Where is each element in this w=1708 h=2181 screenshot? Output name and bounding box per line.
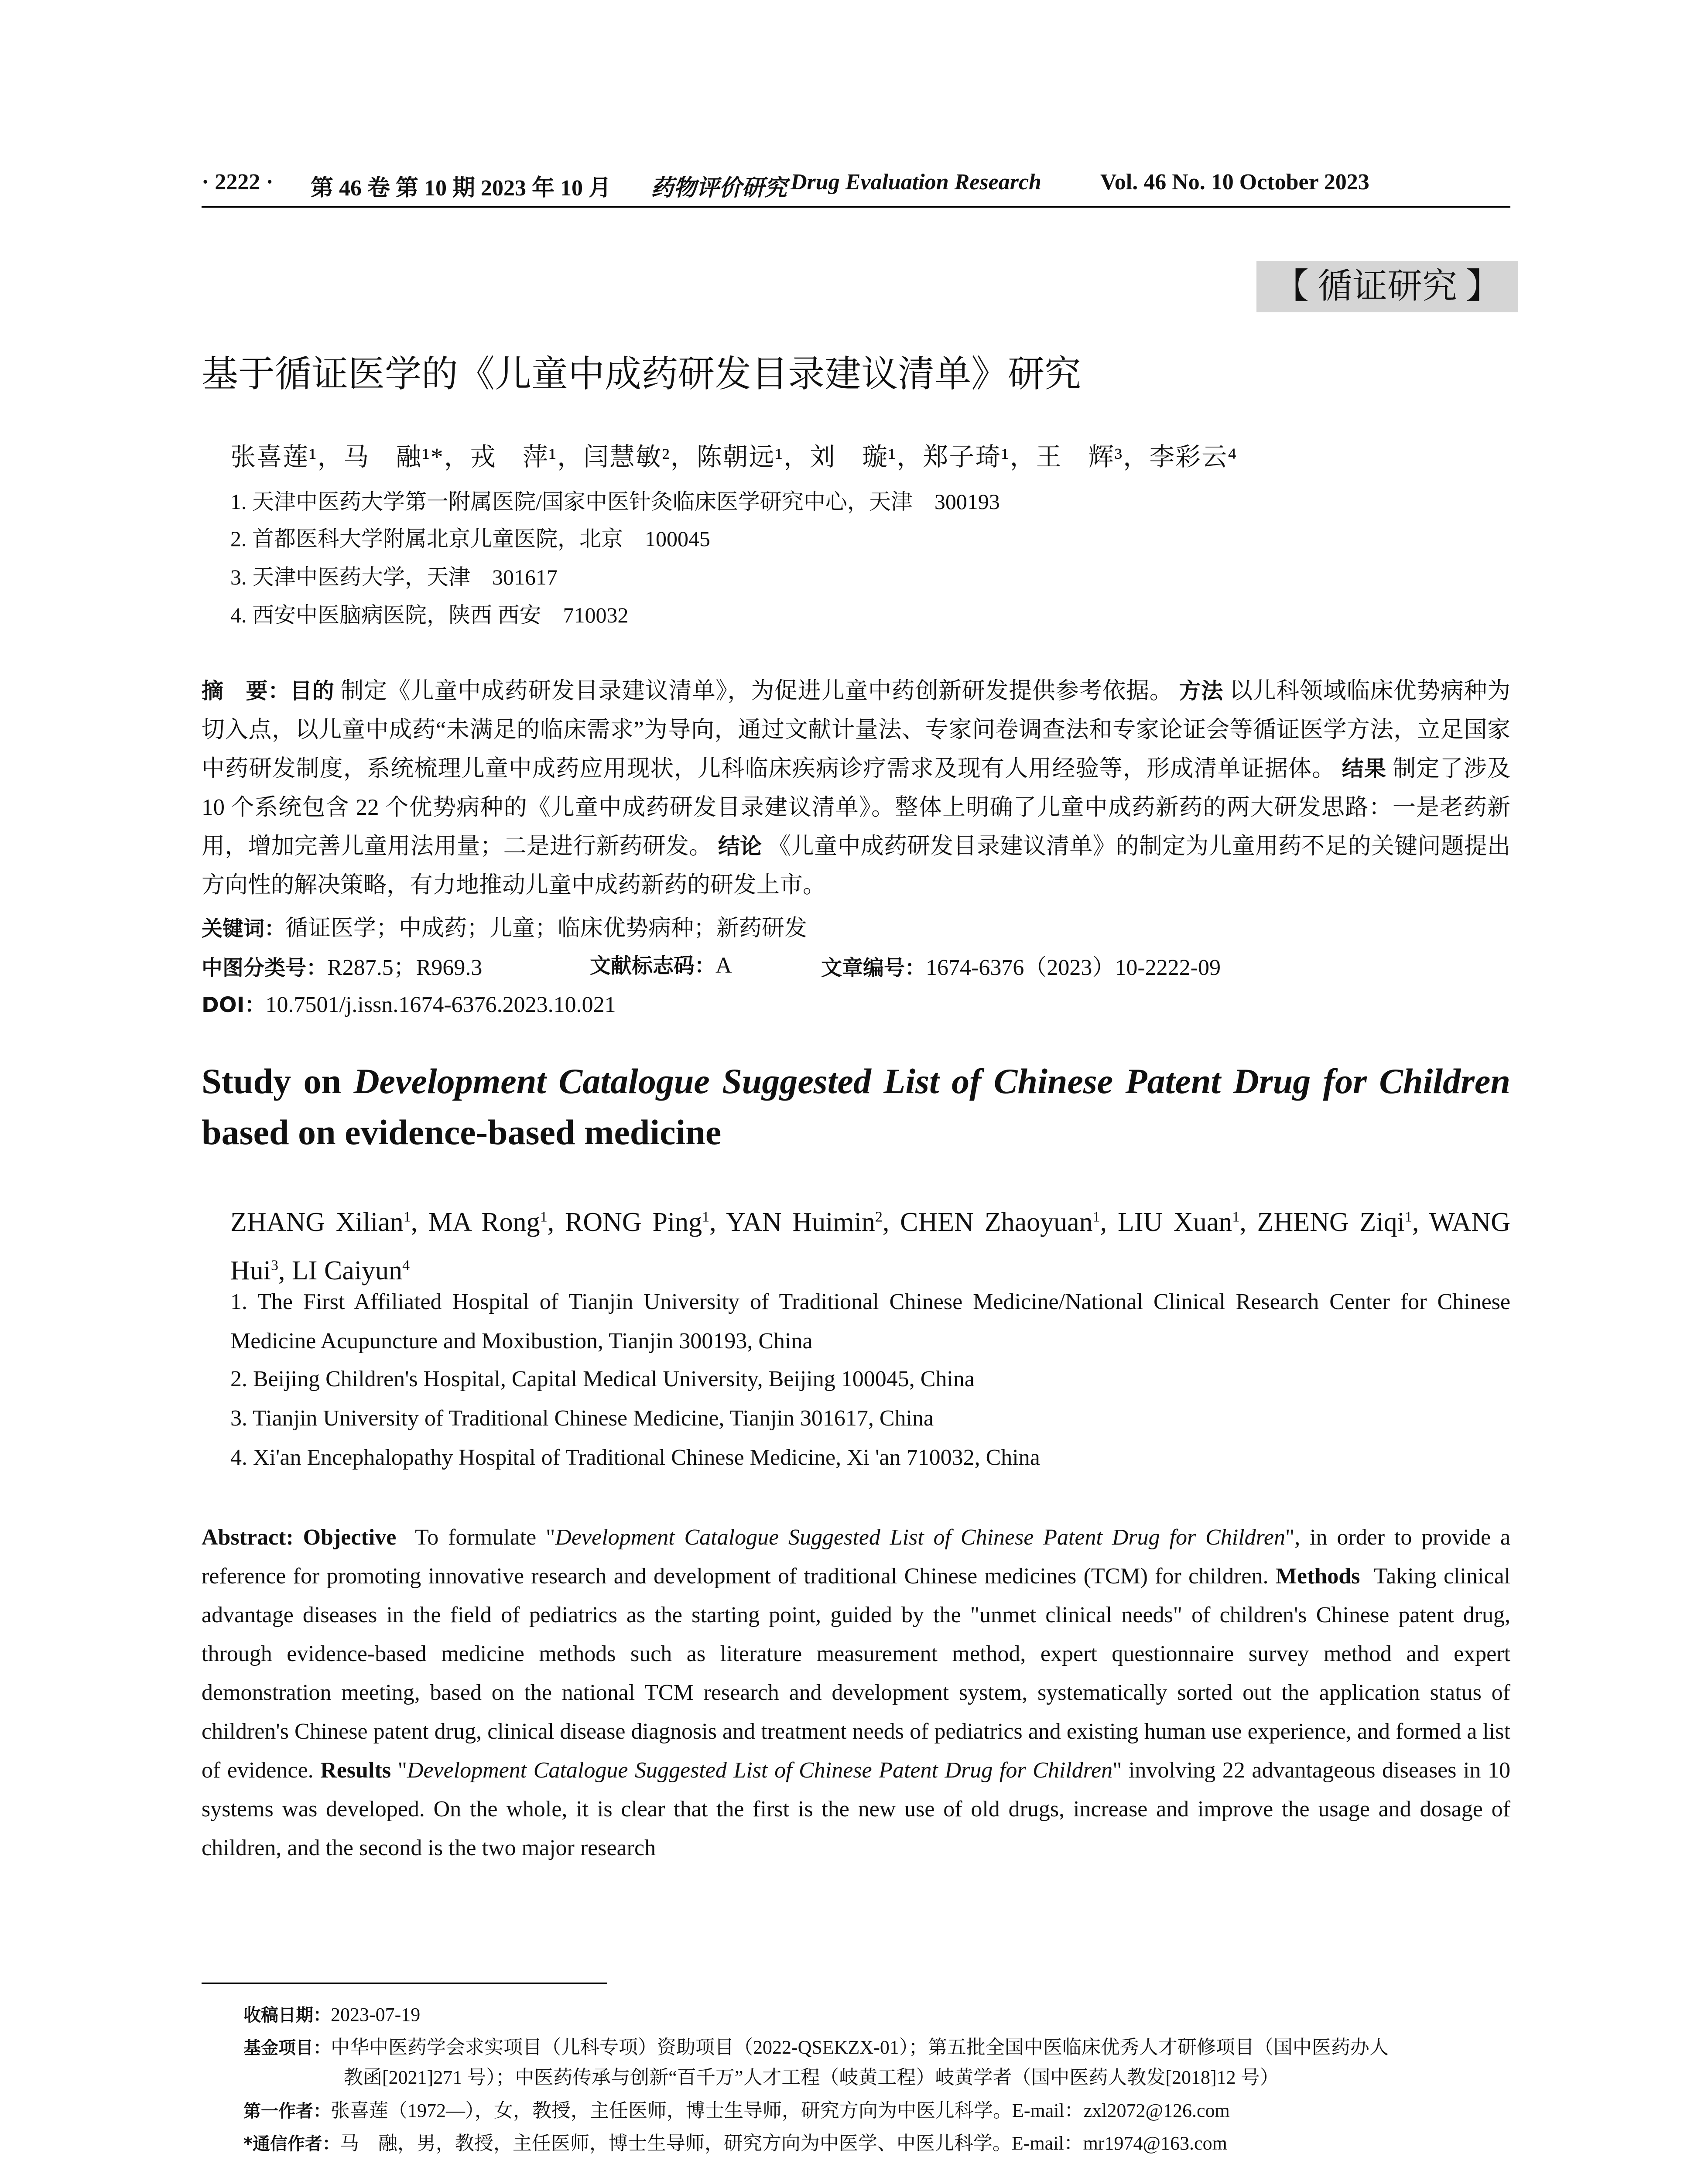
author-en: ZHANG Xilian$^1$	[230, 1207, 411, 1237]
author-en: ZHENG Ziqi$^1$	[1257, 1207, 1412, 1237]
author-en: CHEN Zhaoyuan$^1$	[900, 1207, 1100, 1237]
first-author-text: 张喜莲（1972—），女，教授，主任医师，博士生导师，研究方向为中医儿科学。E-mail：zxl2072@126.com	[331, 2100, 1230, 2121]
keywords-label: 关键词：	[202, 916, 286, 941]
results-cn: 制定了涉及 10 个系统包含 22 个优势病种的《儿童中成药研发目录建议清单》。整体上明确了儿童中成药新药的两大研发思路：一是老药新用，增加完善儿童用法用量；二是进行新药研发。	[202, 756, 1511, 859]
title-en-italic: Development Catalogue Suggested List of Chinese Patent Drug for Children	[353, 1061, 1510, 1101]
results-en-italic: Development Catalogue Suggested List of Chinese Patent Drug for Children	[407, 1758, 1113, 1783]
author-en: LIU Xuan$^1$	[1117, 1207, 1240, 1237]
objective-en-italic: Development Catalogue Suggested List of Chinese Patent Drug for Children	[555, 1525, 1285, 1550]
section-tag: 【 循证研究 】	[1256, 261, 1518, 312]
article-number-value: 1674-6376（2023）10-2222-09	[926, 955, 1221, 980]
author-en: RONG Ping$^1$	[565, 1207, 710, 1237]
authors-en: ZHANG Xilian$^1$, MA Rong$^1$, RONG Ping$^1$, YAN Huimin$^2$, CHEN Zhaoyuan$^1$, LIU Xuan$^1$, ZHENG Ziqi$^1$, WANG Hui$^3$, LI Caiyun$^4$	[230, 1207, 1510, 1286]
author-en: MA Rong$^1$	[428, 1207, 548, 1237]
results-label-cn: 结果	[1342, 756, 1387, 781]
affiliation-en: 1. The First Affiliated Hospital of Tianjin University of Traditional Chinese Medicine/National Clinical Research Center for Chinese Medicine Acupuncture and Moxibustion, Tianjin 300193, China	[230, 1289, 1510, 1354]
title-en-part: based on evidence-based medicine	[202, 1112, 722, 1152]
objective-cn: 制定《儿童中成药研发目录建议清单》，为促进儿童中药创新研发提供参考依据。	[340, 678, 1173, 704]
results-en: " involving 22 advantageous diseases in 10 systems was developed. On the whole, it is clear that the first is the new use of old drugs, increase and improve the usage and dosage of children, and the second is the two major research	[202, 1758, 1511, 1860]
methods-label-en: Methods	[1275, 1564, 1360, 1589]
affiliation-en: 3. Tianjin University of Traditional Chinese Medicine, Tianjin 301617, China	[230, 1406, 934, 1431]
objective-label-cn: 目的	[290, 678, 335, 704]
clc-value: R287.5；R969.3	[327, 955, 483, 980]
title-cn: 基于循证医学的《儿童中成药研发目录建议清单》研究	[202, 352, 1082, 395]
affiliation-cn: 2. 首都医科大学附属北京儿童医院，北京 100045	[230, 526, 710, 551]
received-label: 收稿日期：	[243, 2005, 331, 2025]
corresponding-label: *通信作者：	[243, 2134, 340, 2154]
keywords-cn	[202, 909, 807, 942]
objective-en: To formulate "	[415, 1525, 555, 1550]
header-rule	[202, 206, 1510, 208]
affiliation-cn: 4. 西安中医脑病医院，陕西 西安 710032	[230, 603, 629, 627]
conclusion-cn: 《儿童中成药研发目录建议清单》的制定为儿童用药不足的关键问题提出方向性的解决策略，有力地推动儿童中成药新药的研发上市。	[202, 834, 1511, 898]
conclusion-label-cn: 结论	[718, 834, 762, 859]
doi-label: DOI：	[202, 993, 266, 1017]
corresponding-text: 马 融，男，教授，主任医师，博士生导师，研究方向为中医学、中医儿科学。E-mail：mr1974@163.com	[339, 2133, 1227, 2154]
footnote-corresponding	[243, 2129, 1510, 2159]
fund-text: 教函[2021]271 号）；中医药传承与创新“百千万”人才工程（岐黄工程）岐黄学者（国中医药人教发[2018]12 号）	[344, 2067, 1279, 2088]
footnote-rule	[202, 1983, 607, 1984]
affiliation-en: 2. Beijing Children's Hospital, Capital Medical University, Beijing 100045, China	[230, 1367, 975, 1391]
abstract-label-en: Abstract:	[202, 1525, 303, 1550]
issue-cn: 第 46 卷 第 10 期 2023 年 10 月	[311, 176, 612, 201]
affiliation-cn: 1. 天津中医药大学第一附属医院/国家中医针灸临床医学研究中心，天津 300193	[230, 489, 1000, 514]
doi-link[interactable]: 10.7501/j.issn.1674-6376.2023.10.021	[265, 992, 616, 1017]
doi-line	[202, 988, 616, 1018]
results-en: "	[397, 1758, 407, 1783]
first-author-label: 第一作者：	[243, 2101, 331, 2121]
issue-en: Vol. 46 No. 10 October 2023	[1100, 170, 1369, 195]
fund-label: 基金项目：	[243, 2038, 331, 2058]
results-label-en: Results	[320, 1758, 391, 1783]
doccode-label: 文献标志码：	[590, 954, 716, 978]
author-en: YAN Huimin$^2$	[726, 1207, 883, 1237]
methods-label-cn: 方法	[1179, 678, 1223, 704]
footnote-received	[243, 2000, 1510, 2030]
footnote-fund	[243, 2033, 1510, 2092]
methods-cn: 以儿科领域临床优势病种为切入点，以儿童中成药“未满足的临床需求”为导向，通过文献计量法、专家问卷调查法和专家论证会等循证医学方法，立足国家中药研发制度，系统梳理儿童中成药应用现状，儿科临床疾病诊疗需求及现有人用经验等，形成清单证据体。	[202, 678, 1511, 781]
author-en: LI Caiyun$^4$	[292, 1256, 410, 1286]
authors-cn: 张喜莲¹，马 融¹*，戎 萍¹，闫慧敏²，陈朝远¹，刘 璇¹，郑子琦¹，王 辉³，李彩云⁴	[230, 443, 1238, 471]
affiliation-cn: 3. 天津中医药大学，天津 301617	[230, 565, 558, 589]
objective-en: ", in order to provide a reference for promoting innovative research and development of traditional Chinese medicines (TCM) for children.	[202, 1525, 1511, 1589]
objective-label-en: Objective	[303, 1525, 397, 1550]
received-date: 2023-07-19	[331, 2004, 421, 2025]
abstract-en	[202, 1518, 1510, 1867]
footnote-first-author	[243, 2096, 1510, 2126]
journal-name-cn: 药物评价研究	[651, 174, 787, 201]
title-en	[202, 1056, 1510, 1158]
abstract-cn	[202, 672, 1510, 905]
clc-label: 中图分类号：	[202, 956, 328, 980]
abstract-label-cn: 摘 要：	[202, 678, 290, 704]
article-number-label: 文章编号：	[821, 956, 926, 980]
affiliation-en: 4. Xi'an Encephalopathy Hospital of Traditional Chinese Medicine, Xi 'an 710032, China	[230, 1445, 1040, 1470]
journal-name-en: Drug Evaluation Research	[791, 170, 1041, 195]
page-number: · 2222 ·	[202, 170, 274, 195]
methods-en: Taking clinical advantage diseases in the field of pediatrics as the starting point, guided by the "unmet clinical needs" of children's Chinese patent drug, through evidence-based medicine methods such as literature measurement method, expert questionnaire survey method and expert demonstration meeting, based on the national TCM research and development system, systematically sorted out the application status of children's Chinese patent drug, clinical disease diagnosis and treatment needs of pediatrics and existing human use experience, and formed a list of evidence.	[202, 1564, 1510, 1783]
author-en: WANG Hui$^3$	[230, 1207, 1510, 1286]
fund-text: 中华中医药学会求实项目（儿科专项）资助项目（2022-QSEKZX-01）；第五批全国中医临床优秀人才研修项目（国中医药办人	[331, 2037, 1389, 2058]
doccode-value: A	[715, 953, 732, 978]
running-header	[202, 169, 1510, 200]
keywords-value: 循证医学；中成药；儿童；临床优势病种；新药研发	[285, 916, 808, 941]
title-en-part: Study on	[202, 1061, 354, 1101]
